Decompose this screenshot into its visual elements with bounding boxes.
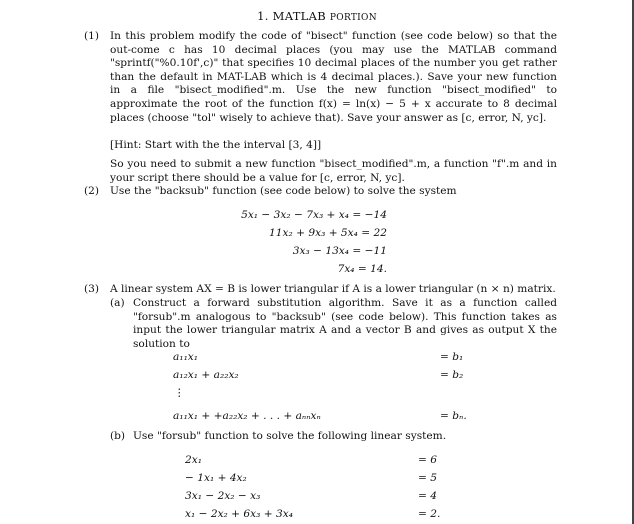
lower-eq-4-lhs: x₁ − 2x₂ + 6x₃ + 3x₄ bbox=[185, 508, 293, 520]
vertical-ellipsis: ⋮ bbox=[174, 387, 185, 399]
forward-eq-2-rhs: = b₂ bbox=[440, 369, 464, 381]
problem-1-text: In this problem modify the code of "bisect" function (see code below) so that the out-come c has 10 decimal places (you may use the MATLAB command "sprintf("%0.10f',c)" that specifies 10 decimal places of the number you get rather than the default in MAT-LAB which is 4 decimal places.). Save your new function in a file "bisect_modified".m. Use the new function "bisect_modified" to approximate the root of the function f(x) = ln(x) − 5 + x accurate to 8 decimal places (choose "tol" wisely to achieve that). Save your answer as [c, error, N, yc]. bbox=[110, 30, 557, 124]
system-equation-2: 11x₂ + 9x₃ + 5x₄ = 22 bbox=[269, 227, 387, 239]
part-b-number: (b) bbox=[110, 430, 126, 442]
section-title: 1. MATLAB PORTION bbox=[257, 9, 377, 23]
forward-eq-1-rhs: = b₁ bbox=[440, 351, 464, 363]
lower-eq-2-rhs: = 5 bbox=[418, 472, 437, 484]
problem-1-hint: [Hint: Start with the the interval [3, 4]] bbox=[110, 139, 322, 151]
lower-eq-1-lhs: 2x₁ bbox=[185, 454, 202, 466]
lower-eq-4-rhs: = 2. bbox=[418, 508, 441, 520]
part-a-text: Construct a forward substitution algorithm. Save it as a function called "forsub".m analogous to "backsub" (see code below). This function takes as input the lower triangular matrix A and a vector B and gives as output X the solution to bbox=[133, 297, 557, 350]
lower-eq-3-lhs: 3x₁ − 2x₂ − x₃ bbox=[185, 490, 261, 502]
system-equation-4: 7x₄ = 14. bbox=[337, 263, 387, 275]
system-equation-1: 5x₁ − 3x₂ − 7x₃ + x₄ = −14 bbox=[241, 209, 387, 221]
lower-eq-3-rhs: = 4 bbox=[418, 490, 437, 502]
problem-2-text: Use the "backsub" function (see code below) to solve the system bbox=[110, 185, 457, 197]
forward-eq-n-lhs: a₁₁x₁ + +a₂₂x₂ + . . . + aₙₙxₙ bbox=[173, 410, 321, 422]
forward-eq-n-rhs: = bₙ. bbox=[440, 410, 467, 422]
part-b-text: Use "forsub" function to solve the following linear system. bbox=[133, 430, 447, 442]
lower-eq-1-rhs: = 6 bbox=[418, 454, 437, 466]
system-equation-3: 3x₃ − 13x₄ = −11 bbox=[292, 245, 387, 257]
problem-1-submit: So you need to submit a new function "bisect_modified".m, a function "f".m and in your script there should be a value for [c, error, N, yc]. bbox=[110, 158, 557, 184]
forward-eq-1-lhs: a₁₁x₁ bbox=[173, 351, 199, 363]
problem-2-number: (2) bbox=[84, 185, 100, 197]
problem-3-text: A linear system AX = B is lower triangular if A is a lower triangular (n × n) matrix. bbox=[110, 283, 556, 295]
lower-eq-2-lhs: − 1x₁ + 4x₂ bbox=[185, 472, 247, 484]
problem-3-number: (3) bbox=[84, 283, 100, 295]
problem-1-number: (1) bbox=[84, 30, 100, 42]
part-a-number: (a) bbox=[110, 297, 125, 309]
forward-eq-2-lhs: a₁₂x₁ + a₂₂x₂ bbox=[173, 369, 239, 381]
